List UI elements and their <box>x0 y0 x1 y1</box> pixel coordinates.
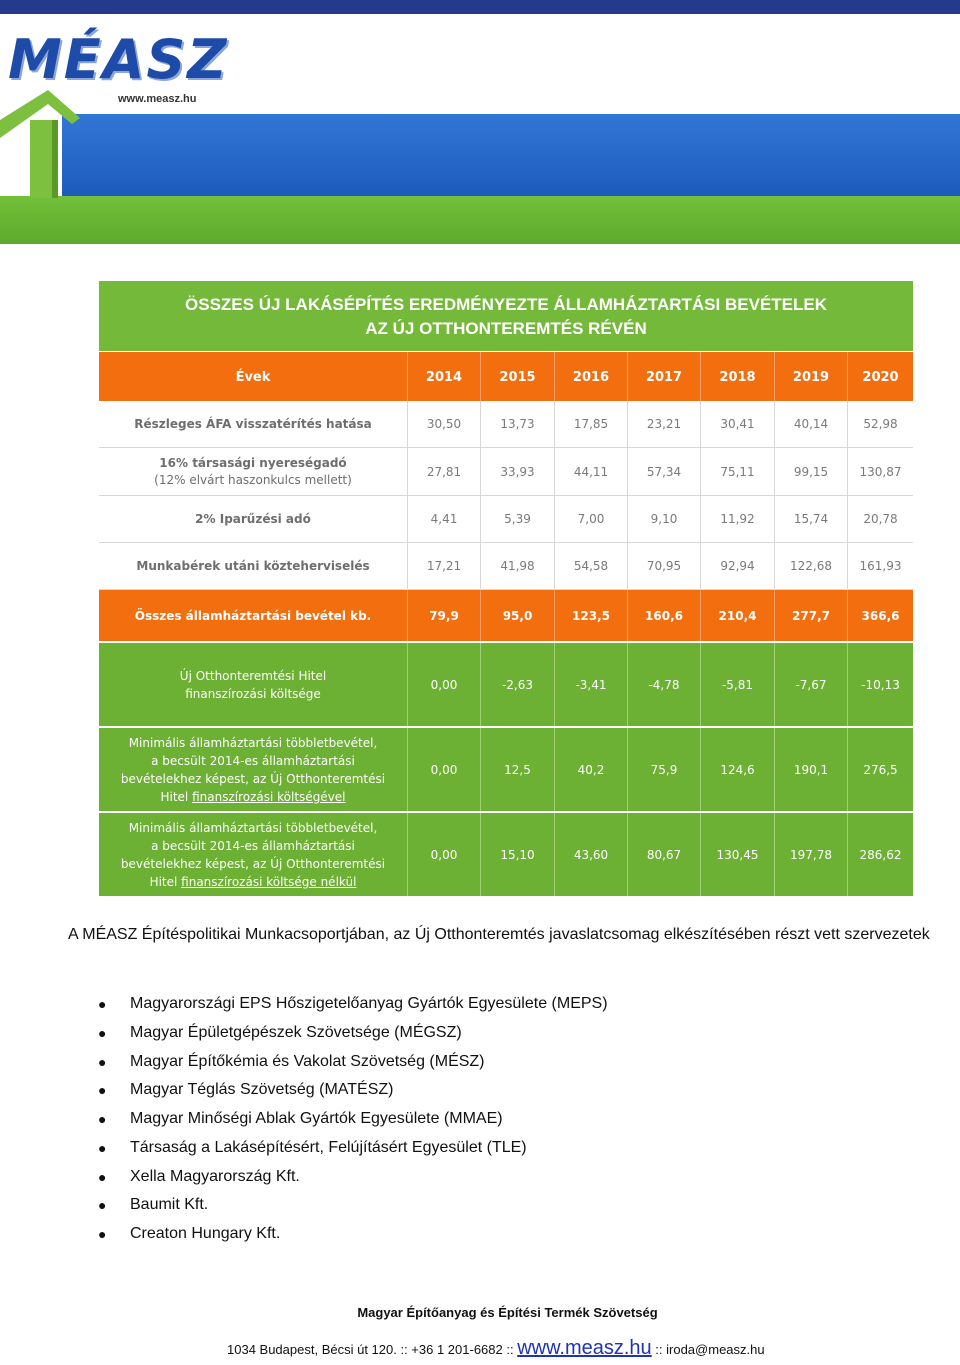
header-blue-band <box>62 114 960 196</box>
value-cell: 33,93 <box>481 448 555 495</box>
value-cell: 0,00 <box>408 643 481 726</box>
value-cell: 43,60 <box>555 813 628 896</box>
row-label-line1: 16% társasági nyereségadó <box>159 455 347 470</box>
value-cell: 95,0 <box>481 590 555 641</box>
value-cell: -7,67 <box>775 643 848 726</box>
bullet-icon: ● <box>98 1139 107 1156</box>
value-cell: 57,34 <box>628 448 701 495</box>
row-label-line4-prefix: Hitel <box>149 874 182 889</box>
value-cell: 79,9 <box>408 590 481 641</box>
organization-name: Magyarországi EPS Hőszigetelőanyag Gyártók Egyesülete (MEPS) <box>130 995 608 1012</box>
value-cell: 54,58 <box>555 543 628 589</box>
value-cell: 160,6 <box>628 590 701 641</box>
table-row-total <box>99 590 913 641</box>
value-cell: 40,14 <box>775 401 848 447</box>
row-label: Munkabérek utáni közteherviselés <box>99 543 408 589</box>
list-item <box>98 1019 608 1048</box>
row-label-line4-prefix: Hitel <box>160 789 193 804</box>
year-2014: 2014 <box>408 352 481 402</box>
value-cell: 366,6 <box>861 608 900 623</box>
value-cell: 4,41 <box>408 496 481 542</box>
bullet-icon: ● <box>98 1226 107 1242</box>
row-label-line2: (12% elvárt haszonkulcs mellett) <box>154 472 352 487</box>
value-cell: 40,2 <box>555 728 628 811</box>
value-cell: 123,5 <box>555 590 628 641</box>
value-cell: -5,81 <box>701 643 775 726</box>
value-cell: 210,4 <box>701 590 775 641</box>
organization-list <box>98 990 608 1249</box>
table-title <box>99 281 913 351</box>
bullet-icon: ● <box>98 1197 107 1214</box>
value-cell: 190,1 <box>775 728 848 811</box>
top-strip <box>0 0 960 14</box>
row-label <box>99 643 408 726</box>
value-cell: 80,67 <box>628 813 701 896</box>
value-cell: 17,21 <box>408 543 481 589</box>
row-label-line2: a becsült 2014-es államháztartási <box>151 838 355 853</box>
row-label <box>99 448 408 495</box>
table-title-line1: ÖSSZES ÚJ LAKÁSÉPÍTÉS EREDMÉNYEZTE ÁLLAMHÁZTARTÁSI BEVÉTELEK <box>185 295 827 314</box>
row-label <box>99 728 408 811</box>
value-cell: 130,45 <box>701 813 775 896</box>
value-cell: -4,78 <box>628 643 701 726</box>
value-cell: -10,13 <box>861 677 900 692</box>
row-label <box>99 813 408 896</box>
value-cell: -3,41 <box>555 643 628 726</box>
footer-address: 1034 Budapest, Bécsi út 120. :: +36 1 201-6682 :: <box>227 1342 518 1357</box>
organization-name: Magyar Téglás Szövetség (MATÉSZ) <box>130 1081 394 1099</box>
value-cell: 161,93 <box>859 559 902 573</box>
value-cell: 30,41 <box>701 401 775 447</box>
list-item <box>98 1105 608 1134</box>
value-cell: 15,10 <box>481 813 555 896</box>
table-row-afa <box>99 401 913 448</box>
bullet-icon: ● <box>98 1111 107 1127</box>
value-cell: 286,62 <box>859 847 902 862</box>
value-cell: 124,6 <box>701 728 775 811</box>
organization-name: Magyar Épületgépészek Szövetsége (MÉGSZ) <box>130 1023 462 1041</box>
table-row-payroll <box>99 543 913 590</box>
value-cell: 99,15 <box>775 448 848 495</box>
value-cell: 44,11 <box>555 448 628 495</box>
value-cell: -2,63 <box>481 643 555 726</box>
footer-contact <box>227 1337 765 1360</box>
row-label: Részleges ÁFA visszatérítés hatása <box>99 401 408 447</box>
value-cell: 52,98 <box>863 417 898 431</box>
table-row-business-tax <box>99 496 913 543</box>
list-item <box>98 1134 608 1163</box>
value-cell: 17,85 <box>555 401 628 447</box>
house-roof-icon <box>0 80 80 200</box>
organization-name: Creaton Hungary Kft. <box>130 1225 281 1242</box>
value-cell: 277,7 <box>775 590 848 641</box>
year-2015: 2015 <box>481 352 555 402</box>
row-label-line3: bevételekhez képest, az Új Otthonteremtési <box>120 771 386 786</box>
table-title-line2: AZ ÚJ OTTHONTEREMTÉS RÉVÉN <box>365 319 647 338</box>
intro-paragraph: A MÉASZ Építéspolitikai Munkacsoportjában, az Új Otthonteremtés javaslatcsomag elkészítésében részt vett szervezetek <box>68 926 930 943</box>
row-label-line2: finanszírozási költsége <box>185 686 321 701</box>
list-item <box>98 990 608 1019</box>
value-cell: 11,92 <box>701 496 775 542</box>
year-2019: 2019 <box>775 352 848 402</box>
value-cell: 0,00 <box>408 728 481 811</box>
header-green-band <box>0 196 960 244</box>
list-item <box>98 1163 608 1192</box>
row-label: Összes államháztartási bevétel kb. <box>99 590 408 641</box>
organization-name: Magyar Minőségi Ablak Gyártók Egyesülete (MMAE) <box>130 1110 503 1127</box>
row-label-line2: a becsült 2014-es államháztartási <box>151 753 355 768</box>
row-label-line1: Új Otthonteremtési Hitel <box>179 668 327 683</box>
list-item <box>98 1220 608 1249</box>
header-label: Évek <box>99 352 408 402</box>
footer-website-link[interactable]: www.measz.hu <box>517 1337 652 1359</box>
row-label-line4 <box>160 788 345 806</box>
list-item <box>98 1048 608 1077</box>
row-label-line4 <box>150 873 357 891</box>
bullet-icon: ● <box>98 996 107 1012</box>
bullet-icon: ● <box>98 1053 107 1070</box>
value-cell: 27,81 <box>408 448 481 495</box>
row-label-line1: Minimális államháztartási többletbevétel, <box>128 735 378 750</box>
table-row-surplus-with-cost <box>99 726 913 811</box>
organization-name: Társaság a Lakásépítésért, Felújításért Egyesület (TLE) <box>130 1138 527 1156</box>
value-cell: 130,87 <box>859 464 902 479</box>
value-cell: 70,95 <box>628 543 701 589</box>
organization-name: Baumit Kft. <box>130 1196 209 1214</box>
list-item <box>98 1191 608 1220</box>
value-cell: 9,10 <box>628 496 701 542</box>
value-cell: 197,78 <box>775 813 848 896</box>
organization-name: Magyar Építőkémia és Vakolat Szövetség (MÉSZ) <box>130 1052 485 1070</box>
value-cell: 122,68 <box>775 543 848 589</box>
bullet-icon: ● <box>98 1082 107 1099</box>
row-label-line3: bevételekhez képest, az Új Otthonteremtési <box>120 856 386 871</box>
logo-url: www.measz.hu <box>118 93 197 105</box>
table-header-row <box>99 351 913 402</box>
value-cell: 0,00 <box>408 813 481 896</box>
year-2016: 2016 <box>555 352 628 402</box>
value-cell: 276,5 <box>863 762 898 777</box>
row-label-line4-underlined: finanszírozási költsége nélkül <box>181 874 357 889</box>
bullet-icon: ● <box>98 1024 107 1041</box>
value-cell: 15,74 <box>775 496 848 542</box>
year-2020: 2020 <box>862 369 899 385</box>
bullet-icon: ● <box>98 1168 107 1185</box>
list-item <box>98 1076 608 1105</box>
table-row-surplus-without-cost <box>99 811 913 896</box>
value-cell: 7,00 <box>555 496 628 542</box>
logo[interactable]: MÉASZ <box>8 28 229 91</box>
row-label: 2% Iparűzési adó <box>99 496 408 542</box>
table-row-loan-cost <box>99 641 913 726</box>
revenue-table <box>99 281 913 896</box>
value-cell: 12,5 <box>481 728 555 811</box>
value-cell: 20,78 <box>863 512 898 526</box>
table-row-corporate-tax <box>99 448 913 496</box>
year-2018: 2018 <box>701 352 775 402</box>
value-cell: 92,94 <box>701 543 775 589</box>
value-cell: 5,39 <box>481 496 555 542</box>
footer-email[interactable]: :: iroda@measz.hu <box>651 1342 765 1357</box>
footer-org-name: Magyar Építőanyag és Építési Termék Szövetség <box>357 1305 658 1320</box>
row-label-line4-underlined: finanszírozási költségével <box>192 789 346 804</box>
value-cell: 23,21 <box>628 401 701 447</box>
organization-name: Xella Magyarország Kft. <box>130 1167 300 1185</box>
value-cell: 41,98 <box>481 543 555 589</box>
value-cell: 75,9 <box>628 728 701 811</box>
value-cell: 75,11 <box>701 448 775 495</box>
value-cell: 13,73 <box>481 401 555 447</box>
value-cell: 30,50 <box>408 401 481 447</box>
year-2017: 2017 <box>628 352 701 402</box>
row-label-line1: Minimális államháztartási többletbevétel, <box>128 820 378 835</box>
